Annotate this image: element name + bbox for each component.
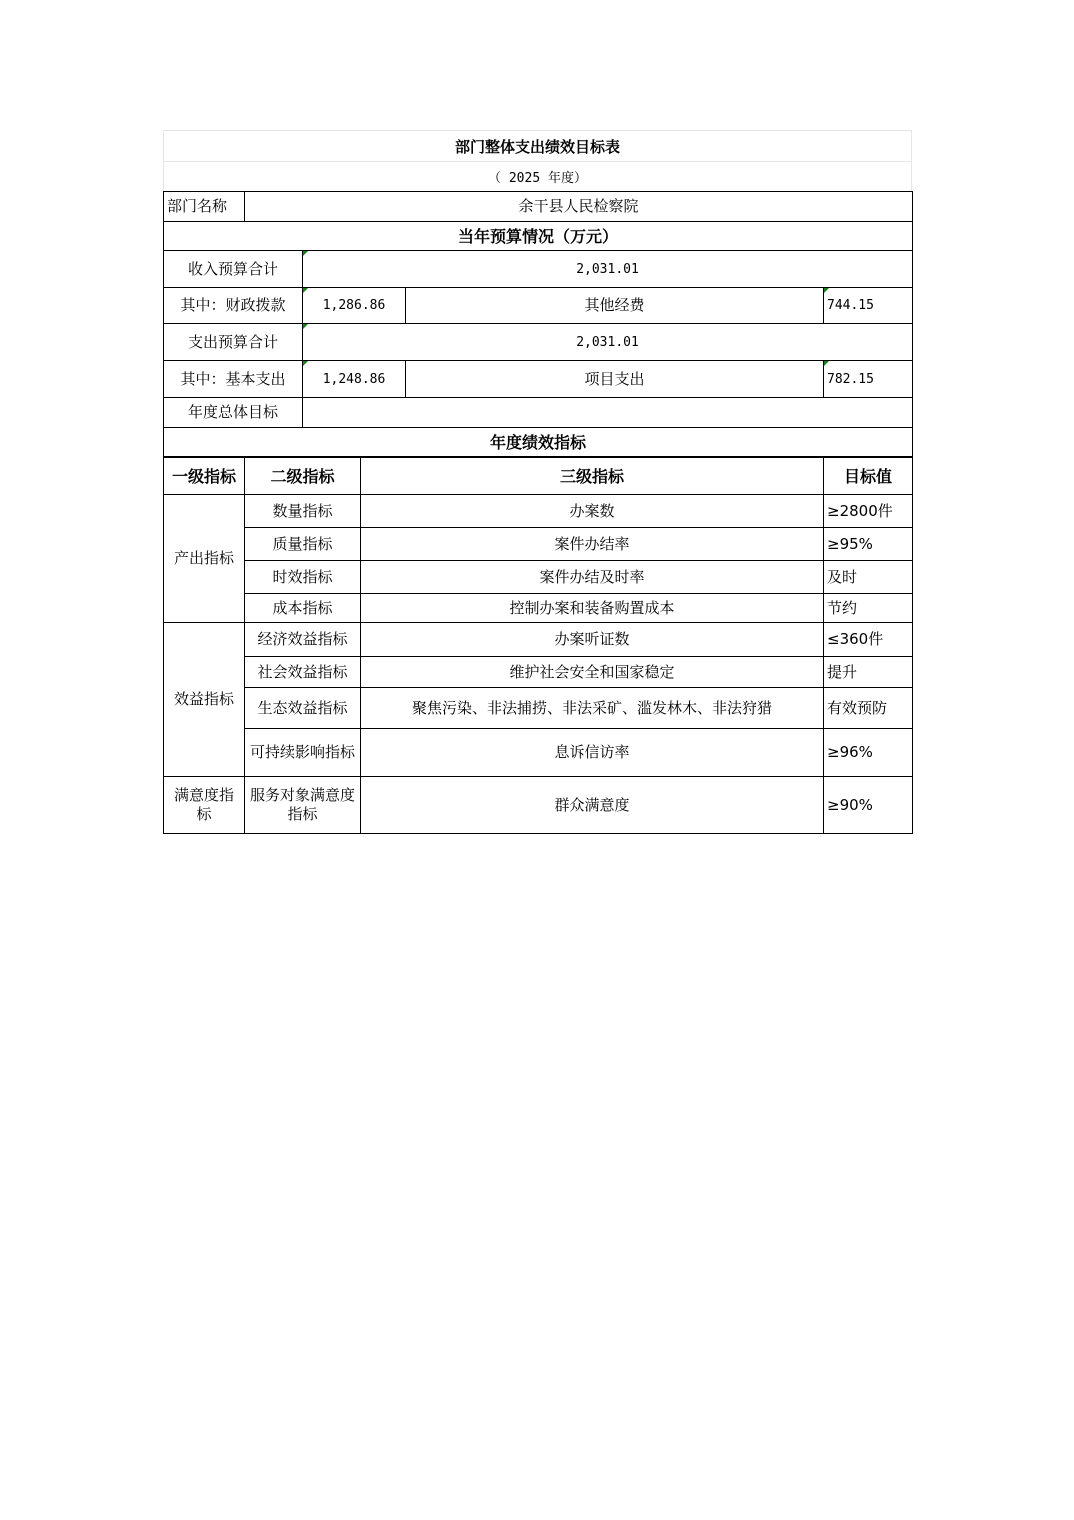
level1-indicator: 产出指标 (164, 495, 245, 623)
income-total-row (164, 251, 913, 288)
budget-table (163, 191, 913, 457)
level2-indicator: 经济效益指标 (245, 623, 361, 657)
dept-row (164, 192, 913, 222)
indicators-header: 年度绩效指标 (164, 428, 913, 457)
annual-goal-row (164, 398, 913, 428)
indicators-header-row (164, 428, 913, 457)
expense-total-value: 2,031.01 (303, 324, 913, 361)
level3-indicator: 聚焦污染、非法捕捞、非法采矿、滥发林木、非法狩猎 (361, 688, 824, 729)
sheet-year: （ 2025 年度） (163, 161, 912, 191)
expense-total-row (164, 324, 913, 361)
income-total-value: 2,031.01 (303, 251, 913, 288)
income-breakdown-row (164, 288, 913, 324)
level2-indicator: 服务对象满意度指标 (245, 777, 361, 834)
indicator-row (164, 688, 913, 729)
expense-total-label: 支出预算合计 (164, 324, 303, 361)
col-header-target: 目标值 (824, 458, 913, 495)
target-value: 及时 (824, 561, 913, 594)
col-header-level2: 二级指标 (245, 458, 361, 495)
level2-indicator: 可持续影响指标 (245, 729, 361, 777)
level2-indicator: 生态效益指标 (245, 688, 361, 729)
indicators-columns-row (164, 458, 913, 495)
target-value: ≤360件 (824, 623, 913, 657)
level3-indicator: 案件办结率 (361, 528, 824, 561)
indicator-row (164, 528, 913, 561)
indicator-row (164, 777, 913, 834)
level2-indicator: 成本指标 (245, 594, 361, 623)
indicator-row (164, 657, 913, 688)
indicator-row (164, 495, 913, 528)
budget-header: 当年预算情况（万元） (164, 222, 913, 251)
level3-indicator: 案件办结及时率 (361, 561, 824, 594)
level3-indicator: 办案听证数 (361, 623, 824, 657)
level2-indicator: 社会效益指标 (245, 657, 361, 688)
level2-indicator: 时效指标 (245, 561, 361, 594)
project-value: 782.15 (824, 361, 913, 398)
target-value: ≥95% (824, 528, 913, 561)
indicators-table (163, 457, 913, 834)
indicator-row (164, 594, 913, 623)
other-label: 其他经费 (406, 288, 824, 324)
target-value: 有效预防 (824, 688, 913, 729)
level3-indicator: 息诉信访率 (361, 729, 824, 777)
indicator-row (164, 561, 913, 594)
indicator-row (164, 729, 913, 777)
budget-header-row (164, 222, 913, 251)
level3-indicator: 维护社会安全和国家稳定 (361, 657, 824, 688)
indicator-row (164, 623, 913, 657)
finance-label: 其中：财政拨款 (164, 288, 303, 324)
annual-goal-label: 年度总体目标 (164, 398, 303, 428)
target-value: ≥2800件 (824, 495, 913, 528)
basic-label: 其中：基本支出 (164, 361, 303, 398)
project-label: 项目支出 (406, 361, 824, 398)
expense-breakdown-row (164, 361, 913, 398)
finance-value: 1,286.86 (303, 288, 406, 324)
dept-name: 余干县人民检察院 (245, 192, 913, 222)
basic-value: 1,248.86 (303, 361, 406, 398)
level3-indicator: 控制办案和装备购置成本 (361, 594, 824, 623)
other-value: 744.15 (824, 288, 913, 324)
dept-label: 部门名称 (164, 192, 245, 222)
annual-goal-value (303, 398, 913, 428)
target-value: ≥90% (824, 777, 913, 834)
col-header-level3: 三级指标 (361, 458, 824, 495)
performance-target-sheet (163, 130, 912, 834)
sheet-title: 部门整体支出绩效目标表 (163, 130, 912, 161)
target-value: 节约 (824, 594, 913, 623)
col-header-level1: 一级指标 (164, 458, 245, 495)
level3-indicator: 办案数 (361, 495, 824, 528)
income-total-label: 收入预算合计 (164, 251, 303, 288)
level1-indicator: 效益指标 (164, 623, 245, 777)
target-value: 提升 (824, 657, 913, 688)
level2-indicator: 数量指标 (245, 495, 361, 528)
level3-indicator: 群众满意度 (361, 777, 824, 834)
target-value: ≥96% (824, 729, 913, 777)
level1-indicator: 满意度指标 (164, 777, 245, 834)
level2-indicator: 质量指标 (245, 528, 361, 561)
